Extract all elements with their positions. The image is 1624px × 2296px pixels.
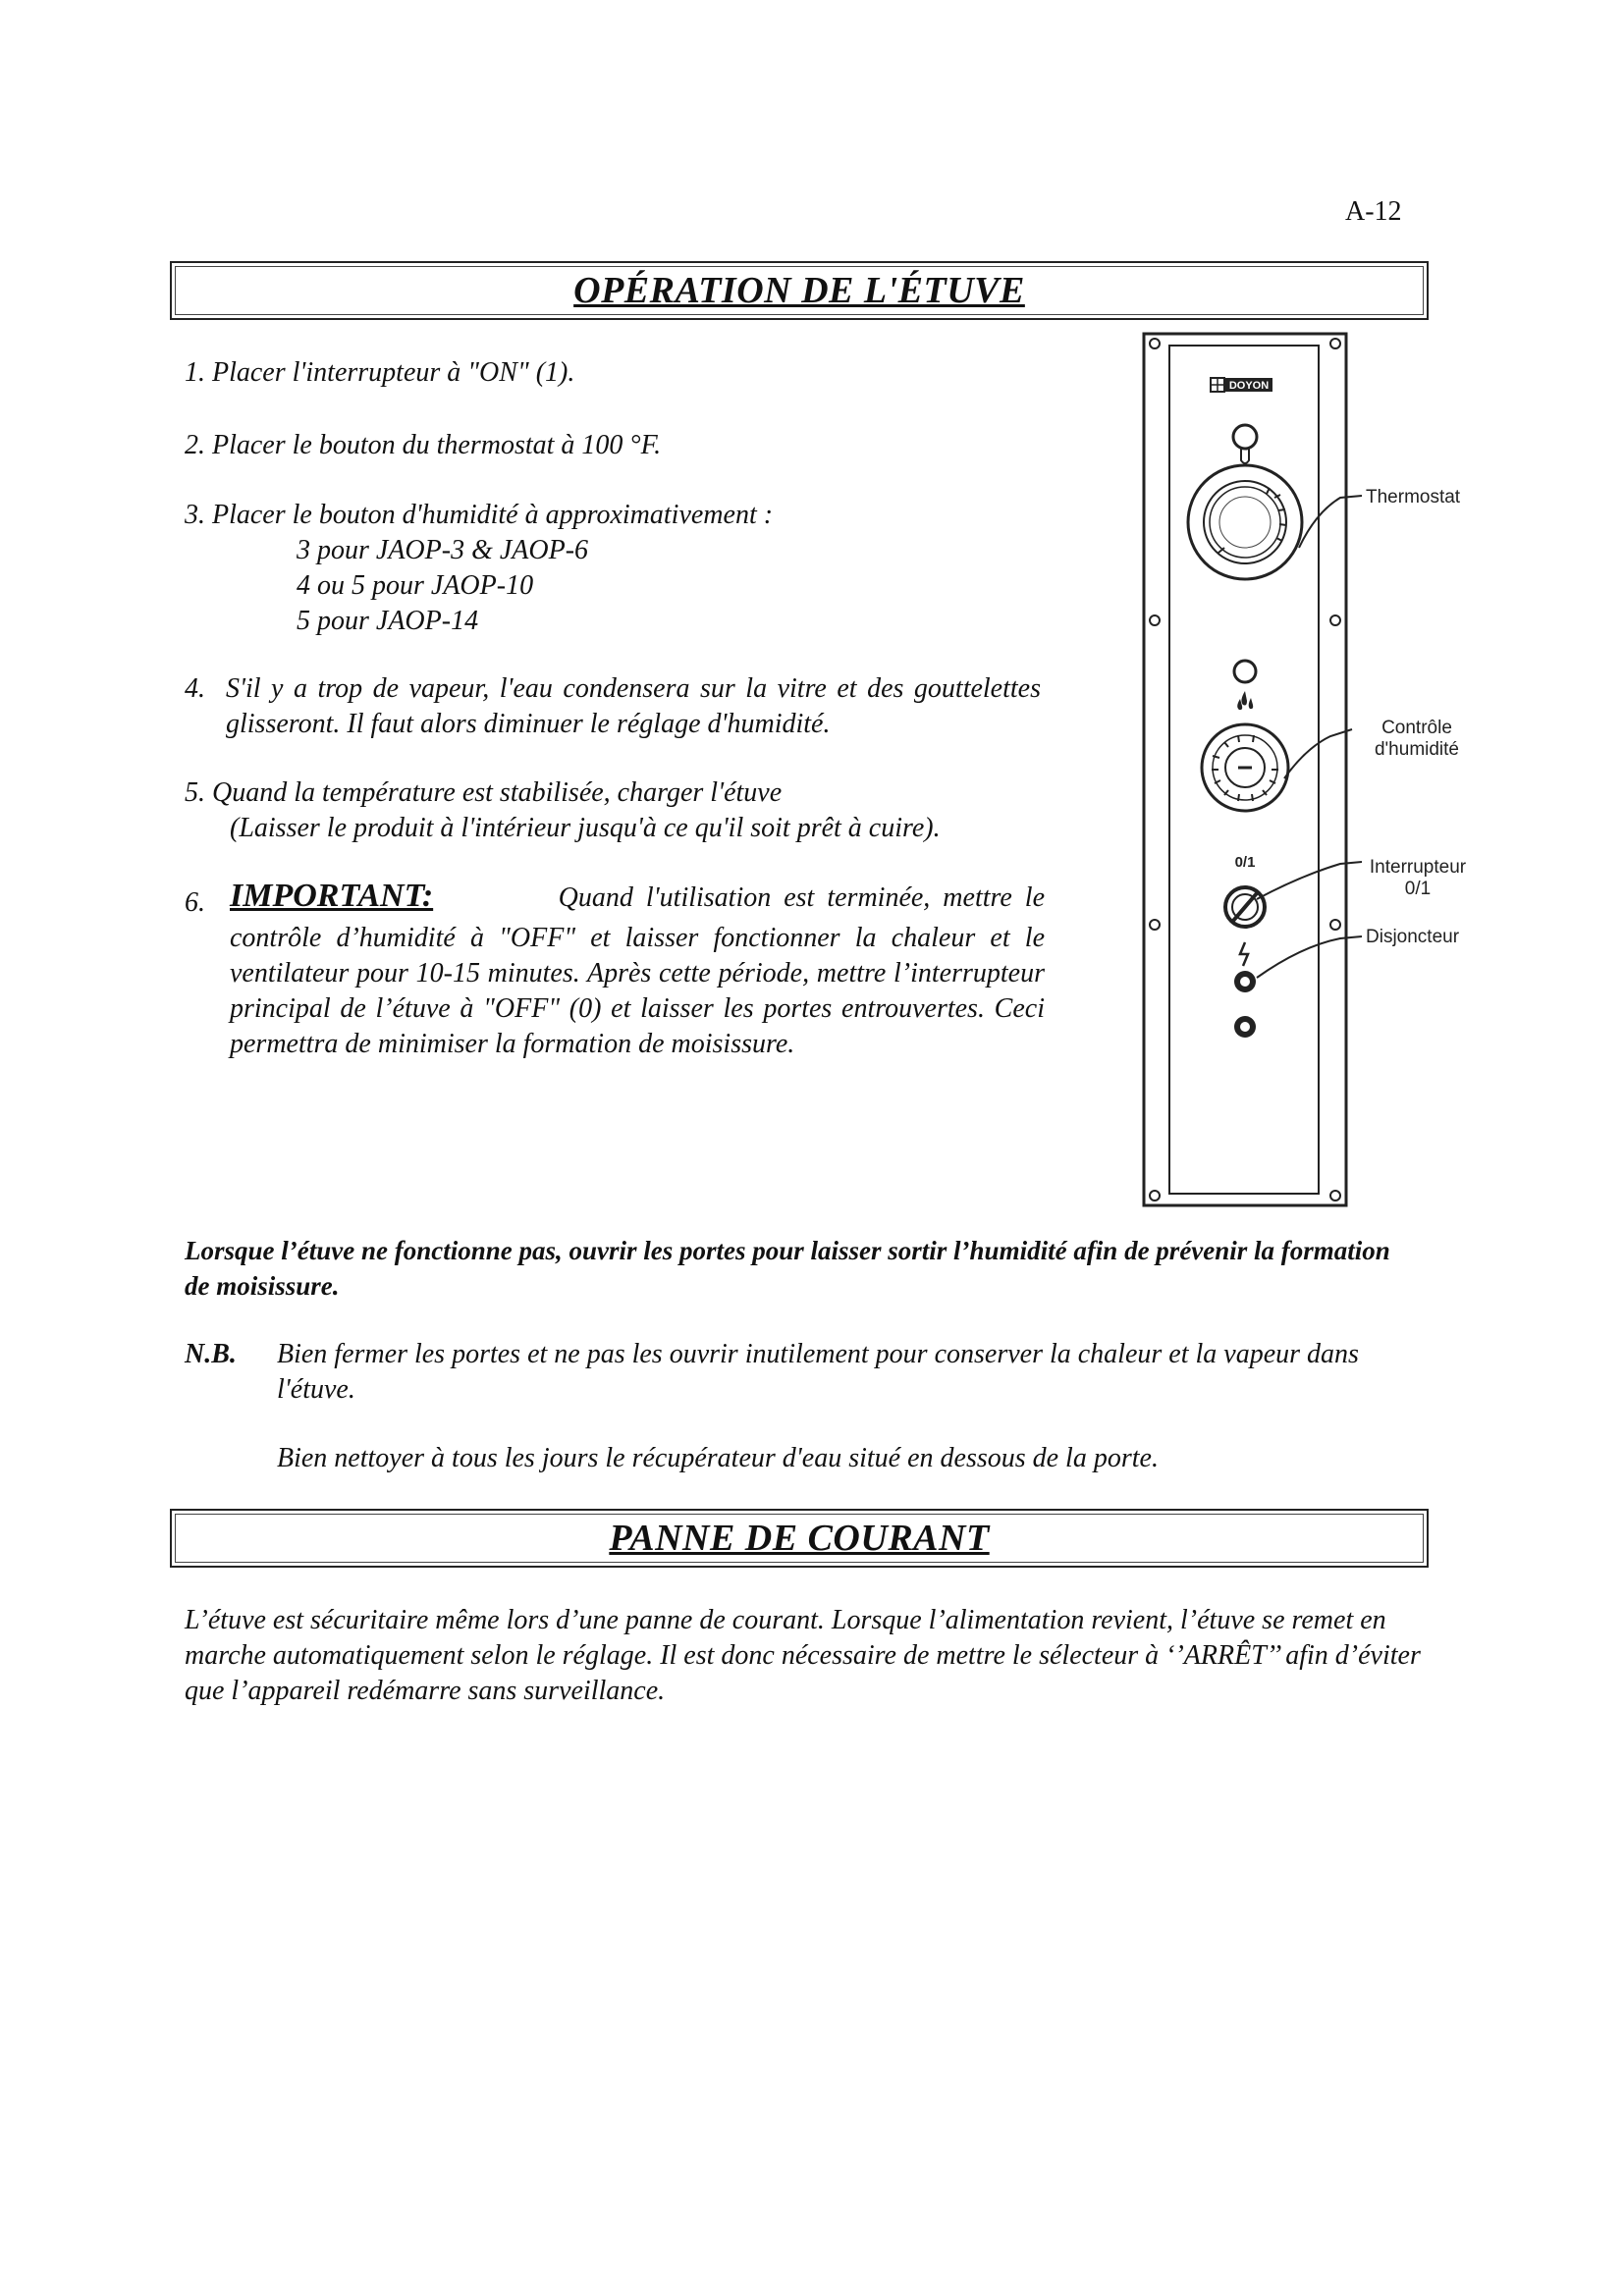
step-1: 1. Placer l'interrupteur à "ON" (1). (185, 357, 575, 388)
nb-label: N.B. (185, 1339, 237, 1369)
section-title-operation-text: OPÉRATION DE L'ÉTUVE (573, 270, 1025, 311)
step-3-sub-2: 4 ou 5 pour JAOP-10 (297, 570, 534, 601)
step-3-sub-3: 5 pour JAOP-14 (297, 606, 479, 636)
switch-symbol: 0/1 (1234, 854, 1256, 871)
page-number: A-12 (1345, 196, 1402, 227)
section-title-power-failure-text: PANNE DE COURANT (609, 1518, 990, 1559)
label-humidity-line1: Contrôle (1381, 718, 1452, 738)
label-switch-line1: Interrupteur (1369, 857, 1467, 878)
step-4-text: S'il y a trop de vapeur, l'eau condensera sur la vitre et des gouttelettes glisseront. Il faut alors diminuer le réglage d'humidité. (226, 673, 1041, 739)
power-failure-text: L’étuve est sécuritaire même lors d’une panne de courant. Lorsque l’alimentation revient, l’étuve se remet en marche automatiquement selon le réglage. Il est donc nécessaire de mettre le sélecteur à ‘’ARRÊT’’ afin d’éviter que l’appareil redémarre sans surveillance. (185, 1605, 1421, 1706)
step-6-number: 6. (185, 887, 205, 918)
label-breaker: Disjoncteur (1366, 927, 1460, 947)
important-label: IMPORTANT: (230, 878, 434, 914)
label-switch-line2: 0/1 (1404, 879, 1432, 899)
step-5-line-2: (Laisser le produit à l'intérieur jusqu'à ce qu'il soit prêt à cuire). (230, 813, 941, 843)
step-2: 2. Placer le bouton du thermostat à 100 °F. (185, 430, 662, 460)
step-4-number: 4. (185, 673, 205, 704)
step-5-line-1: 5. Quand la température est stabilisée, charger l'étuve (185, 777, 783, 808)
brand-logo-text: DOYON (1228, 380, 1270, 392)
step-6-first-line (230, 878, 1045, 916)
nb-text-2: Bien nettoyer à tous les jours le récupérateur d'eau situé en dessous de la porte. (277, 1443, 1159, 1473)
warning-note: Lorsque l’étuve ne fonctionne pas, ouvrir les portes pour laisser sortir l’humidité afin de prévenir la formation de moisissure. (185, 1236, 1390, 1301)
step-3: 3. Placer le bouton d'humidité à approximativement : (185, 500, 774, 530)
step-6-first-text: Quand l'utilisation est terminée, mettre le (558, 882, 1045, 913)
step-3-sub-1: 3 pour JAOP-3 & JAOP-6 (297, 535, 589, 565)
section-title-power-failure (170, 1509, 1429, 1568)
control-panel-diagram (1134, 326, 1473, 1214)
label-thermostat: Thermostat (1366, 487, 1461, 507)
step-6-text: contrôle d’humidité à "OFF" et laisser fonctionner la chaleur et le ventilateur pour 10-15 minutes. Après cette période, mettre l’interrupteur principal de l’étuve à "OFF" (0) et laisser les portes entrouvertes. Ceci permettra de minimiser la formation de moisissure. (230, 923, 1045, 1059)
nb-text: Bien fermer les portes et ne pas les ouvrir inutilement pour conserver la chaleur et la vapeur dans l'étuve. (277, 1339, 1359, 1405)
section-title-operation (170, 261, 1429, 320)
label-humidity-line2: d'humidité (1374, 739, 1459, 760)
